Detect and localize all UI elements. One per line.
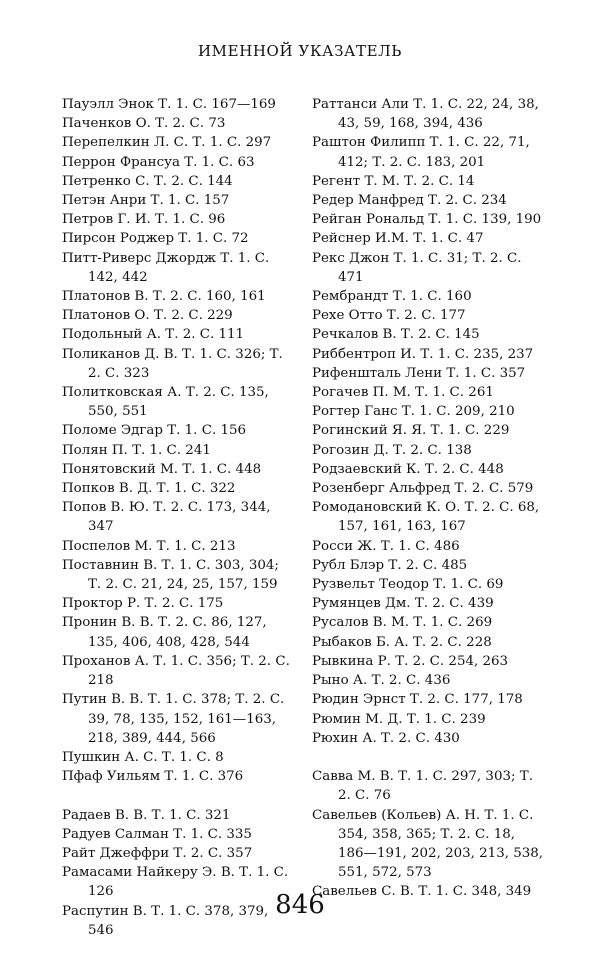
index-entry: Петров Г. И. Т. 1. С. 96 xyxy=(62,212,226,228)
index-entry: Рейснер И.М. Т. 1. С. 47 xyxy=(312,231,484,247)
index-entry: Родзаевский К. Т. 2. С. 448 xyxy=(312,461,504,477)
index-entry: Росси Ж. Т. 1. С. 486 xyxy=(312,538,460,554)
index-entry: Пфаф Уильям Т. 1. С. 376 xyxy=(62,769,244,785)
index-entry: Рыбаков Б. А. Т. 2. С. 228 xyxy=(312,634,492,650)
letter-group-spacer xyxy=(312,748,544,767)
index-entry: Поломе Эдгар Т. 1. С. 156 xyxy=(62,423,247,439)
index-entry: Перепелкин Л. С. Т. 1. С. 297 xyxy=(62,135,272,151)
index-entry: Платонов В. Т. 2. С. 160, 161 xyxy=(62,289,266,305)
index-entry: Рюдин Эрнст Т. 2. С. 177, 178 xyxy=(312,692,523,708)
index-entry: Попков В. Д. Т. 1. С. 322 xyxy=(62,481,236,497)
index-entry: Попов В. Ю. Т. 2. С. 173, 344, 347 xyxy=(62,500,271,535)
index-entry: Рехе Отто Т. 2. С. 177 xyxy=(312,308,466,324)
index-entry: Савельев С. В. Т. 1. С. 348, 349 xyxy=(312,884,532,900)
index-entry: Рогинский Я. Я. Т. 1. С. 229 xyxy=(312,423,510,439)
index-entry: Рембрандт Т. 1. С. 160 xyxy=(312,289,472,305)
index-entry: Рубл Блэр Т. 2. С. 485 xyxy=(312,557,468,573)
index-entry: Подольный А. Т. 2. С. 111 xyxy=(62,327,245,343)
index-entry: Розенберг Альфред Т. 2. С. 579 xyxy=(312,481,534,497)
index-entry: Рогтер Ганс Т. 1. С. 209, 210 xyxy=(312,404,515,420)
index-entry: Политковская А. Т. 2. С. 135, 550, 551 xyxy=(62,385,269,420)
index-entry: Пронин В. В. Т. 2. С. 86, 127, 135, 406, 408, 428, 544 xyxy=(62,615,267,650)
index-entry: Проктор Р. Т. 2. С. 175 xyxy=(62,596,224,612)
index-entry: Регент Т. М. Т. 2. С. 14 xyxy=(312,173,475,189)
index-entry: Риббентроп И. Т. 1. С. 235, 237 xyxy=(312,346,534,362)
index-entry: Понятовский М. Т. 1. С. 448 xyxy=(62,461,262,477)
index-entry: Рифеншталь Лени Т. 1. С. 357 xyxy=(312,365,526,381)
index-entry: Питт-Риверс Джордж Т. 1. С. 142, 442 xyxy=(62,250,270,285)
index-entry: Редер Манфред Т. 2. С. 234 xyxy=(312,193,507,209)
index-entry: Рюхин А. Т. 2. С. 430 xyxy=(312,730,460,746)
index-entry: Перрон Франсуа Т. 1. С. 63 xyxy=(62,154,255,170)
index-entry: Рыно А. Т. 2. С. 436 xyxy=(312,673,451,689)
index-column-left xyxy=(62,95,290,940)
index-entry: Рюмин М. Д. Т. 1. С. 239 xyxy=(312,711,486,727)
index-entry: Русалов В. М. Т. 1. С. 269 xyxy=(312,615,493,631)
index-entry: Радуев Салман Т. 1. С. 335 xyxy=(62,826,252,842)
index-entry: Распутин В. Т. 1. С. 378, 379, 546 xyxy=(62,903,269,938)
index-entry: Паченков О. Т. 2. С. 73 xyxy=(62,116,226,132)
index-entry: Рекс Джон Т. 1. С. 31; Т. 2. С. 471 xyxy=(312,250,522,285)
index-entry: Радаев В. В. Т. 1. С. 321 xyxy=(62,807,231,823)
index-entry: Пушкин А. С. Т. 1. С. 8 xyxy=(62,749,224,765)
index-entry: Рывкина Р. Т. 2. С. 254, 263 xyxy=(312,653,509,669)
page-number: 846 xyxy=(275,890,325,920)
index-entry: Рузвельт Теодор Т. 1. С. 69 xyxy=(312,577,504,593)
index-entry: Платонов О. Т. 2. С. 229 xyxy=(62,308,233,324)
index-entry: Рейган Рональд Т. 1. С. 139, 190 xyxy=(312,212,542,228)
index-entry: Румянцев Дм. Т. 2. С. 439 xyxy=(312,596,494,612)
index-entry: Райт Джеффри Т. 2. С. 357 xyxy=(62,845,253,861)
index-entry: Петренко С. Т. 2. С. 144 xyxy=(62,173,233,189)
index-entry: Проханов А. Т. 1. С. 356; Т. 2. С. 218 xyxy=(62,653,290,689)
index-entry: Ромодановский К. О. Т. 2. С. 68, 157, 161, 163, 167 xyxy=(312,500,540,535)
index-entry: Рамасами Найкеру Э. В. Т. 1. С. 126 xyxy=(62,865,289,900)
index-entry: Савва М. В. Т. 1. С. 297, 303; Т. 2. С. 76 xyxy=(312,769,533,804)
index-entry: Рогозин Д. Т. 2. С. 138 xyxy=(312,442,472,458)
index-entry: Поликанов Д. В. Т. 1. С. 326; Т. 2. С. 323 xyxy=(62,346,283,381)
index-entry: Речкалов В. Т. 2. С. 145 xyxy=(312,327,480,343)
index-entry: Рогачев П. М. Т. 1. С. 261 xyxy=(312,385,494,401)
index-entry: Раттанси Али Т. 1. С. 22, 24, 38, 43, 59, 168, 394, 436 xyxy=(312,97,539,132)
letter-group-spacer xyxy=(62,786,290,805)
index-entry: Раштон Филипп Т. 1. С. 22, 71, 412; Т. 2. С. 183, 201 xyxy=(312,135,530,170)
index-entry: Савельев (Кольев) А. Н. Т. 1. С. 354, 358, 365; Т. 2. С. 18, 186—191, 202, 203, 213, 538, 551, 572, 573 xyxy=(312,807,544,881)
index-entry: Петэн Анри Т. 1. С. 157 xyxy=(62,193,230,209)
index-column-right xyxy=(312,95,544,902)
index-entry: Пауэлл Энок Т. 1. С. 167—169 xyxy=(62,97,276,112)
index-entry: Поставнин В. Т. 1. С. 303, 304; Т. 2. С. 21, 24, 25, 157, 159 xyxy=(62,557,279,593)
page-header: ИМЕННОЙ УКАЗАТЕЛЬ xyxy=(198,42,402,60)
index-entry: Поспелов М. Т. 1. С. 213 xyxy=(62,538,236,554)
index-entry: Путин В. В. Т. 1. С. 378; Т. 2. С. 39, 78, 135, 152, 161—163, 218, 389, 444, 566 xyxy=(62,692,285,746)
index-entry: Пирсон Роджер Т. 1. С. 72 xyxy=(62,231,249,247)
index-entry: Полян П. Т. 1. С. 241 xyxy=(62,442,211,458)
